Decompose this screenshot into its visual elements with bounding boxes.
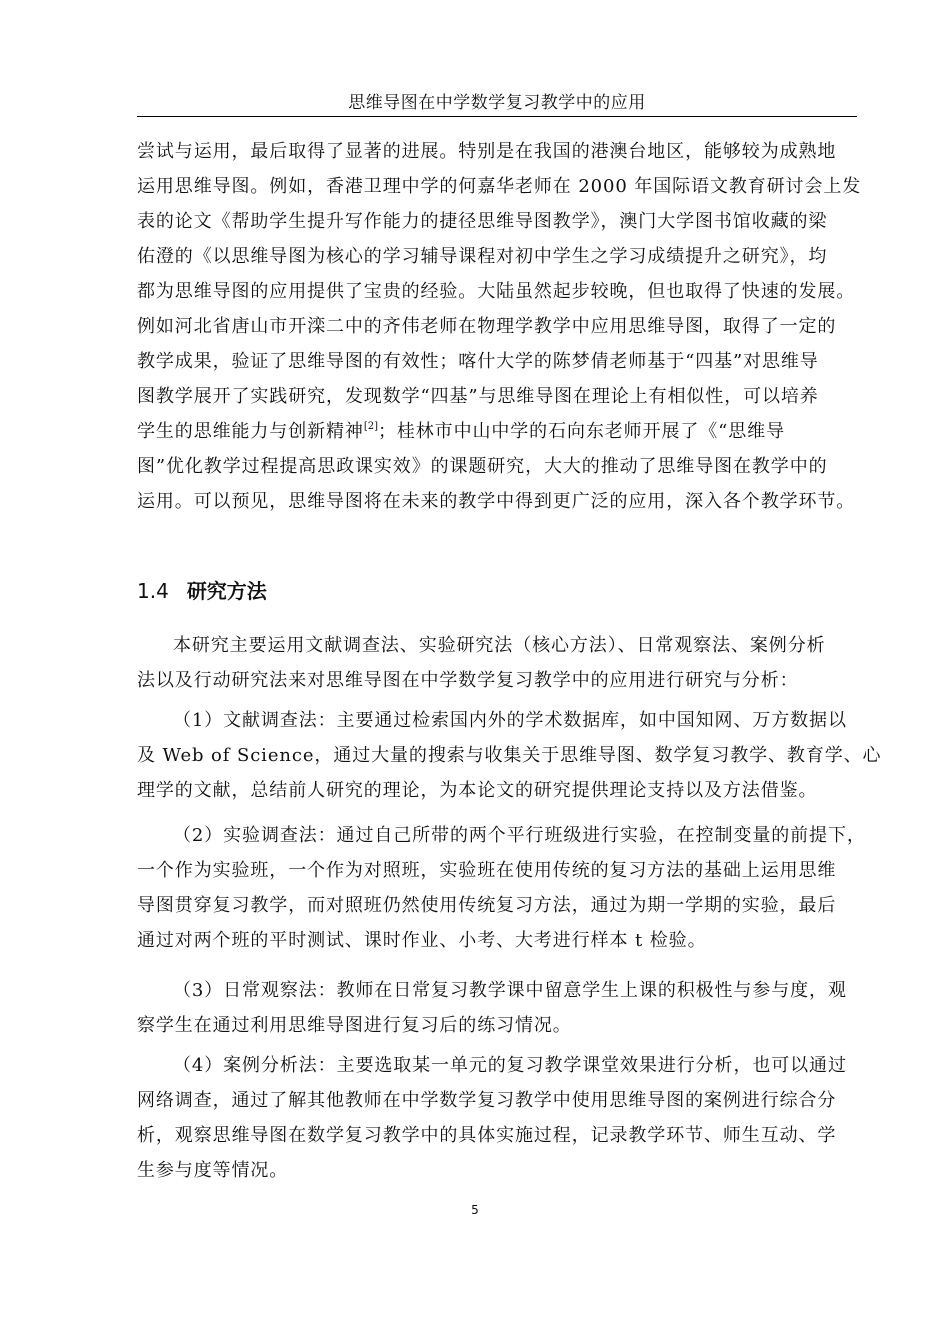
intro-paragraph — [137, 134, 862, 519]
section-title: 研究方法 — [186, 579, 267, 603]
text-line: （4）案例分析法：主要选取某一单元的复习教学课堂效果进行分析，也可以通过 — [173, 1055, 847, 1076]
text-line: 都为思维导图的应用提供了宝贵的经验。大陆虽然起步较晚，但也取得了快速的发展。 — [137, 281, 856, 302]
text-line: 尝试与运用，最后取得了显著的进展。特别是在我国的港澳台地区，能够较为成熟地 — [137, 141, 837, 162]
text-line: （2）实验调查法：通过自己所带的两个平行班级进行实验，在控制变量的前提下， — [173, 825, 866, 846]
text-line: 通过对两个班的平时测试、课时作业、小考、大考进行样本 t 检验。 — [137, 930, 707, 951]
text-line: 表的论文《帮助学生提升写作能力的捷径思维导图教学》，澳门大学图书馆收藏的梁 — [137, 211, 828, 232]
citation-ref[interactable]: [2] — [363, 421, 378, 432]
text-line: 本研究主要运用文献调查法、实验研究法（核心方法）、日常观察法、案例分析 — [173, 635, 826, 656]
method-1-paragraph — [137, 703, 882, 808]
text-line: 图”优化教学过程提高思政课实效》的课题研究，大大的推动了思维导图在教学中的 — [137, 456, 828, 477]
text-line: 运用。可以预见，思维导图将在未来的教学中得到更广泛的应用，深入各个教学环节。 — [137, 491, 856, 512]
text-line: 运用思维导图。例如，香港卫理中学的何嘉华老师在 2000 年国际语文教育研讨会上发 — [137, 176, 862, 197]
text-line: （3）日常观察法：教师在日常复习教学课中留意学生上课的积极性与参与度，观 — [173, 980, 847, 1001]
text-line: 析，观察思维导图在数学复习教学中的具体实施过程，记录教学环节、师生互动、学 — [137, 1125, 837, 1146]
page-number: 5 — [471, 1203, 479, 1217]
method-4-paragraph — [137, 1048, 857, 1188]
text-line: 网络调查，通过了解其他教师在中学数学复习教学中使用思维导图的案例进行综合分 — [137, 1090, 837, 1111]
text-line: 一个作为实验班，一个作为对照班，实验班在使用传统的复习方法的基础上运用思维 — [137, 860, 837, 881]
text-line-with-citation — [137, 414, 857, 449]
text-line: （1）文献调查法：主要通过检索国内外的学术数据库，如中国知网、万方数据以 — [173, 710, 847, 731]
text-line: 例如河北省唐山市开滦二中的齐伟老师在物理学教学中应用思维导图，取得了一定的 — [137, 316, 837, 337]
text-line: 理学的文献，总结前人研究的理论，为本论文的研究提供理论支持以及方法借鉴。 — [137, 780, 818, 801]
text-line: 及 Web of Science，通过大量的搜索与收集关于思维导图、数学复习教学、教育学、心 — [137, 745, 882, 766]
methods-paragraph — [137, 628, 857, 698]
text-segment: ；桂林市中山中学的石向东老师开展了《“思维导 — [377, 421, 785, 442]
method-3-paragraph — [137, 973, 857, 1043]
text-line: 法以及行动研究法来对思维导图在中学数学复习教学中的应用进行研究与分析： — [137, 670, 799, 691]
text-line: 佑澄的《以思维导图为核心的学习辅导课程对初中学生之学习成绩提升之研究》，均 — [137, 246, 828, 267]
text-line: 生参与度等情况。 — [137, 1160, 289, 1181]
text-line: 图教学展开了实践研究，发现数学“四基”与思维导图在理论上有相似性，可以培养 — [137, 386, 819, 407]
running-header: 思维导图在中学数学复习教学中的应用 — [348, 93, 646, 113]
text-line: 察学生在通过利用思维导图进行复习后的练习情况。 — [137, 1015, 572, 1036]
method-2-paragraph — [137, 818, 866, 958]
section-number: 1.4 — [137, 579, 169, 603]
header-rule — [137, 116, 857, 117]
text-line: 导图贯穿复习教学，而对照班仍然使用传统复习方法，通过为期一学期的实验，最后 — [137, 895, 837, 916]
text-line: 教学成果，验证了思维导图的有效性；喀什大学的陈梦倩老师基于“四基”对思维导 — [137, 351, 819, 372]
section-heading — [137, 576, 267, 606]
text-segment: 学生的思维能力与创新精神 — [137, 421, 364, 442]
